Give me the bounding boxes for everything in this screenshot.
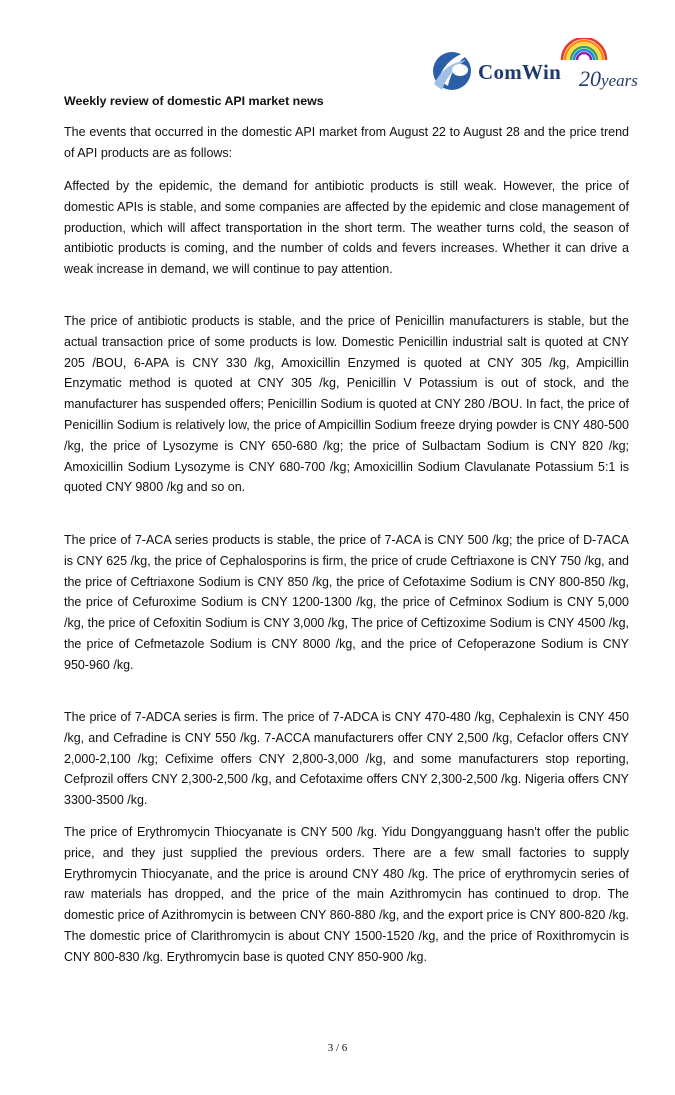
logo-years-text: 20years [579, 66, 638, 91]
paragraph-7adca: The price of 7-ADCA series is firm. The price of 7-ADCA is CNY 470-480 /kg, Cephalexin is CNY 450 /kg, and Cefradine is CNY 550 /kg. 7-ACCA manufacturers offer CNY 2,500 /kg, Cefaclor offers CNY 2,000-2,100 /kg; Cefixime offers CNY 2,800-3,000 /kg, and some manufacturers stop reporting, Cefprozil offers CNY 2,300-2,500 /kg, and Cefotaxime offers CNY 2,300-2,500 /kg. Nigeria offers CNY 3300-3500 /kg. [64, 710, 629, 808]
paragraph-erythromycin: The price of Erythromycin Thiocyanate is CNY 500 /kg. Yidu Dongyangguang hasn't offer the public price, and they just supplied the previous orders. There are a few small factories to supply Erythromycin Thiocyanate, and the price is around CNY 480 /kg. The price of erythromycin series of raw materials has dropped, and the price of the main Azithromycin has continued to drop. The domestic price of Azithromycin is between CNY 860-880 /kg, and the export price is CNY 800-820 /kg. The domestic price of Clarithromycin is about CNY 1500-1520 /kg, and the price of Roxithromycin is CNY 800-830 /kg. Erythromycin base is quoted CNY 850-900 /kg. [64, 825, 629, 964]
logo-brand-text: ComWin [478, 60, 562, 84]
page-number: 3 / 6 [327, 1042, 348, 1054]
paragraph-7aca: The price of 7-ACA series products is stable, the price of 7-ACA is CNY 500 /kg; the price of D-7ACA is CNY 625 /kg, the price of Cephalosporins is firm, the price of crude Ceftriaxone is CNY 750 /kg, and the price of Ceftriaxone Sodium is CNY 850 /kg, the price of Cefotaxime Sodium is CNY 800-850 /kg, the price of Cefuroxime Sodium is CNY 1200-1300 /kg, the price of Cefminox Sodium is CNY 5,000 /kg, the price of Cefoxitin Sodium is CNY 3,000 /kg, The price of Ceftizoxime Sodium is CNY 4500 /kg, the price of Cefmetazole Sodium is CNY 8000 /kg, and the price of Cefoperazone Sodium is CNY 950-960 /kg. [64, 533, 629, 672]
page-title: Weekly review of domestic API market news [64, 94, 324, 108]
company-logo [416, 38, 646, 96]
paragraph-epidemic: Affected by the epidemic, the demand for antibiotic products is still weak. However, the price of domestic APIs is stable, and some companies are affected by the epidemic and close management of production, which will affect transportation in the short term. The weather turns cold, the season of antibiotic products is coming, and the number of colds and fevers increases. Whether it can drive a weak increase in demand, we will continue to pay attention. [64, 179, 629, 277]
paragraph-intro: The events that occurred in the domestic API market from August 22 to August 28 and the price trend of API products are as follows: [64, 125, 629, 160]
paragraph-penicillin: The price of antibiotic products is stable, and the price of Penicillin manufacturers is stable, but the actual transaction price of some products is low. Domestic Penicillin industrial salt is quoted at CNY 205 /BOU, 6-APA is CNY 330 /kg, Amoxicillin Enzymed is quoted at CNY 305 /kg, Ampicillin Enzymatic method is quoted at CNY 305 /kg, Penicillin V Potassium is out of stock, and the manufacturer has suspended offers; Penicillin Sodium is quoted at CNY 280 /BOU. In fact, the price of Penicillin Sodium is relatively low, the price of Ampicillin Sodium freeze drying powder is CNY 480-500 /kg, the price of Lysozyme is CNY 650-680 /kg; the price of Sulbactam Sodium is CNY 820 /kg; Amoxicillin Sodium Lysozyme is CNY 680-700 /kg; Amoxicillin Sodium Clavulanate Potassium 5:1 is quoted CNY 9800 /kg and so on. [64, 314, 629, 495]
